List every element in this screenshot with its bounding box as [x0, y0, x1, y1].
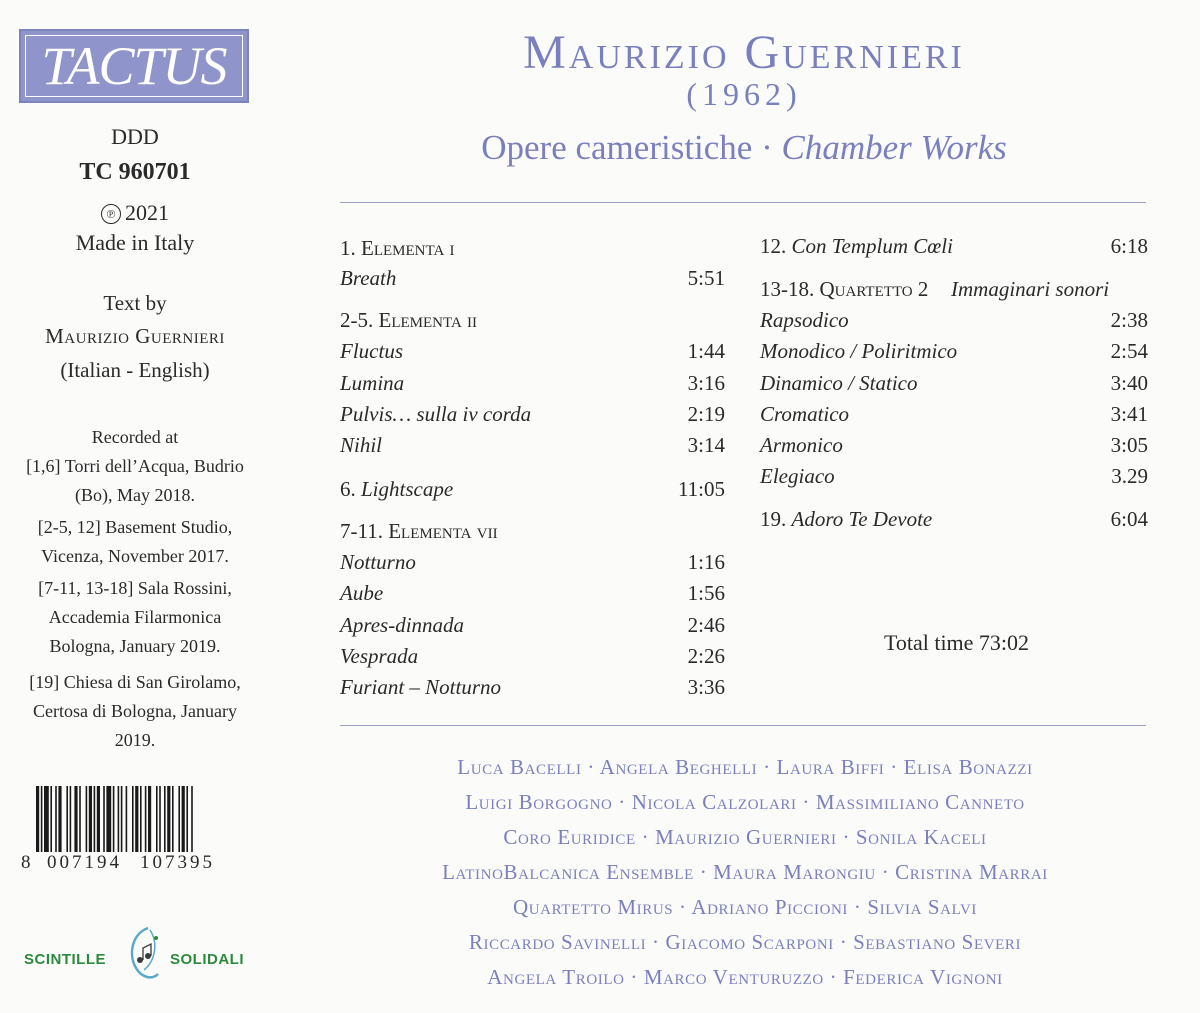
- format-label: DDD: [111, 124, 159, 149]
- track-title: 19. Adoro Te Devote: [760, 507, 933, 531]
- track-duration: 2:54: [1110, 339, 1148, 363]
- logo-text: TACTUS: [25, 35, 243, 97]
- track-title: Armonico: [760, 433, 843, 457]
- barcode-bar: [145, 786, 147, 852]
- performers-list: [340, 750, 1150, 995]
- track-title: 1. Elementa i: [340, 236, 455, 260]
- track-row: [340, 578, 725, 608]
- scintille-word: SCINTILLE: [24, 951, 106, 968]
- track-row: [340, 474, 725, 504]
- track-title: Notturno: [340, 550, 416, 574]
- barcode-bar: [94, 786, 96, 852]
- track-title: Furiant – Notturno: [340, 675, 502, 699]
- track-duration: 6:04: [1110, 507, 1148, 531]
- track-row: [340, 263, 725, 293]
- performers-line: Luigi Borgogno · Nicola Calzolari · Massimiliano Canneto: [465, 790, 1025, 814]
- barcode-bar: [121, 786, 123, 852]
- phonogram-icon: ℗: [101, 204, 121, 224]
- track-row: [760, 504, 1148, 534]
- performers-line: Riccardo Savinelli · Giacomo Scarponi · Sebastiano Severi: [468, 930, 1022, 954]
- composer-name: Maurizio Guernieri: [523, 26, 965, 79]
- subtitle-separator: ·: [752, 128, 782, 167]
- barcode-bar: [58, 786, 61, 852]
- track-row: [340, 368, 725, 398]
- track-row: [340, 610, 725, 640]
- track-duration: 11:05: [677, 477, 725, 501]
- barcode-bar: [191, 786, 193, 852]
- scintille-solidali-logo: [20, 924, 260, 994]
- track-group-heading: [340, 233, 725, 263]
- track-duration: 2:46: [687, 613, 725, 637]
- barcode-number: [0, 852, 240, 878]
- barcode-bar: [182, 786, 185, 852]
- track-row: [340, 336, 725, 366]
- barcode-bar: [74, 786, 77, 852]
- performers-line: Quartetto Mirus · Adriano Piccioni · Silvia Salvi: [512, 895, 978, 919]
- track-title: Dinamico / Statico: [760, 371, 918, 395]
- divider: [340, 725, 1146, 726]
- track-group-heading: [340, 516, 725, 546]
- track-row: [760, 231, 1148, 261]
- track-title: Breath: [340, 266, 397, 290]
- recording-location: [2-5, 12] Basement Studio, Vicenza, November 2017.: [37, 517, 233, 566]
- track-row: [340, 399, 725, 429]
- barcode-bar: [140, 786, 142, 852]
- track-duration: 3:36: [687, 675, 725, 699]
- track-row: [340, 672, 725, 702]
- track-row: [760, 336, 1148, 366]
- divider: [340, 202, 1146, 203]
- recorded-heading: Recorded at: [91, 427, 179, 447]
- track-duration: 2:38: [1110, 308, 1148, 332]
- barcode-bar: [55, 786, 57, 852]
- track-duration: 3:41: [1110, 402, 1148, 426]
- barcode-bar: [66, 786, 68, 852]
- musical-note-icon: [118, 924, 168, 984]
- barcode-bar: [70, 786, 72, 852]
- barcode-bar: [126, 786, 128, 852]
- track-duration: 2:26: [687, 644, 725, 668]
- track-group-subtitle: Immaginari sonori: [951, 277, 1110, 301]
- track-title: 7-11. Elementa vii: [340, 519, 498, 543]
- track-duration: 1:44: [687, 339, 725, 363]
- track-row: [340, 430, 725, 460]
- track-duration: 5:51: [687, 266, 725, 290]
- barcode-bar: [132, 786, 134, 852]
- phonogram-year: [0, 200, 270, 226]
- performers-line: LatinoBalcanica Ensemble · Maura Marongiu · Cristina Marrai: [442, 860, 1048, 884]
- barcode-bar: [86, 786, 88, 852]
- barcode-bar: [186, 786, 188, 852]
- barcode-bar: [178, 786, 180, 852]
- made-in: Made in Italy: [75, 230, 195, 255]
- barcode-bar: [156, 786, 158, 852]
- tactus-logo: [19, 29, 249, 103]
- track-duration: 6:18: [1110, 234, 1148, 258]
- album-subtitle: [340, 128, 1148, 168]
- track-title: Pulvis… sulla iv corda: [340, 402, 532, 426]
- barcode-bar: [97, 786, 100, 852]
- barcode-bar: [118, 786, 120, 852]
- performers-line: Luca Bacelli · Angela Beghelli · Laura Biffi · Elisa Bonazzi: [457, 755, 1033, 779]
- track-title: Fluctus: [340, 339, 403, 363]
- barcode-digits-right: 107395: [140, 852, 215, 873]
- track-title: Cromatico: [760, 402, 850, 426]
- subtitle-italian: Opere cameristiche: [481, 128, 753, 167]
- track-group-heading: [760, 274, 1148, 304]
- track-title: 12. Con Templum Cœli: [760, 234, 953, 258]
- track-duration: 1:16: [687, 550, 725, 574]
- performers-line: Angela Troilo · Marco Venturuzzo · Federica Vignoni: [487, 965, 1003, 989]
- barcode-bar: [135, 786, 138, 852]
- total-time: Total time 73:02: [883, 630, 1030, 655]
- track-row: [760, 461, 1148, 491]
- track-title: Lumina: [340, 371, 405, 395]
- track-duration: 3:14: [687, 433, 725, 457]
- track-duration: 3.29: [1111, 464, 1148, 488]
- solidali-word: SOLIDALI: [170, 951, 244, 968]
- track-duration: 2:19: [687, 402, 725, 426]
- barcode-bar: [167, 786, 170, 852]
- composer-years: (1962): [686, 76, 802, 112]
- recording-location: [7-11, 13-18] Sala Rossini, Accademia Filarmonica Bologna, January 2019.: [38, 578, 232, 656]
- barcode-bar: [44, 786, 49, 852]
- barcode-bar: [89, 786, 92, 852]
- barcode-bars: [16, 782, 236, 854]
- text-language: (Italian - English): [60, 358, 210, 382]
- barcode-bar: [103, 786, 105, 852]
- barcode-bar: [172, 786, 174, 852]
- track-row: [760, 368, 1148, 398]
- barcode-bar: [36, 786, 39, 852]
- recording-location: [19] Chiesa di San Girolamo, Certosa di Bologna, January 2019.: [29, 672, 241, 750]
- year: 2021: [125, 200, 169, 225]
- track-title: Rapsodico: [760, 308, 849, 332]
- barcode-bar: [159, 786, 161, 852]
- track-row: [340, 641, 725, 671]
- barcode-bar: [148, 786, 151, 852]
- track-row: [760, 430, 1148, 460]
- catalog-number: TC 960701: [79, 159, 191, 185]
- barcode-bar: [113, 786, 115, 852]
- track-title: Nihil: [340, 433, 383, 457]
- track-row: [340, 547, 725, 577]
- recording-location: [1,6] Torri dell’Acqua, Budrio (Bo), May 2018.: [26, 456, 244, 505]
- track-title: Elegiaco: [760, 464, 835, 488]
- track-row: [760, 305, 1148, 335]
- track-title: 6. Lightscape: [340, 477, 454, 501]
- performers-line: Coro Euridice · Maurizio Guernieri · Sonila Kaceli: [503, 825, 987, 849]
- track-title: 2-5. Elementa ii: [340, 308, 478, 332]
- track-title: Aube: [340, 581, 384, 605]
- subtitle-english: Chamber Works: [781, 128, 1007, 167]
- barcode-bar: [106, 786, 111, 852]
- track-title: Monodico / Poliritmico: [760, 339, 958, 363]
- barcode-digit-prefix: 8: [21, 852, 34, 873]
- track-title: Vesprada: [340, 644, 419, 668]
- text-by-label: Text by: [103, 291, 167, 315]
- barcode-bar: [79, 786, 81, 852]
- barcode-digits-left: 007194: [47, 852, 122, 873]
- track-row: [760, 399, 1148, 429]
- text-by-name: Maurizio Guernieri: [45, 324, 225, 348]
- barcode-bar: [50, 786, 52, 852]
- track-duration: 1:56: [687, 581, 725, 605]
- track-title: Apres-dinnada: [340, 613, 465, 637]
- track-duration: 3:40: [1110, 371, 1148, 395]
- left-info-column: [0, 0, 270, 1013]
- track-title: 13-18. Quartetto 2: [760, 277, 929, 301]
- track-group-heading: [340, 305, 725, 335]
- barcode-bar: [41, 786, 43, 852]
- barcode-bar: [164, 786, 166, 852]
- track-duration: 3:16: [687, 371, 725, 395]
- track-duration: 3:05: [1110, 433, 1148, 457]
